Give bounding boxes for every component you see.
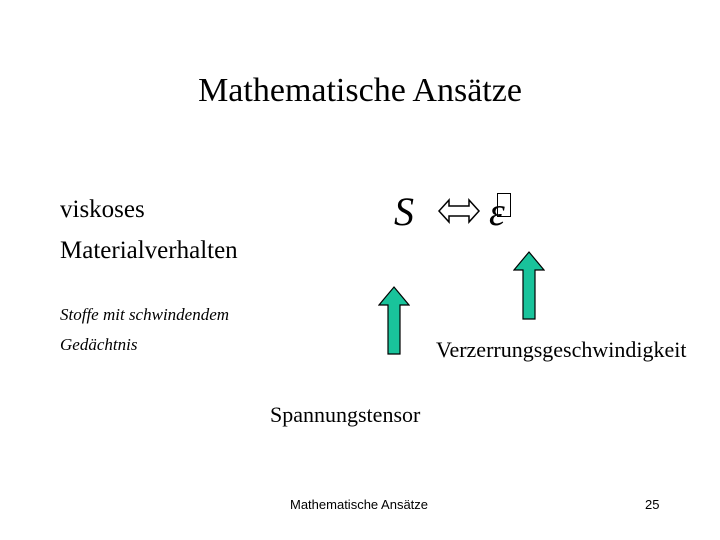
fading-memory-line1: Stoffe mit schwindendem bbox=[60, 305, 230, 324]
stress-tensor-label: Spannungstensor bbox=[270, 402, 421, 427]
formula-stress-symbol: S bbox=[394, 189, 414, 234]
fading-memory-line2: Gedächtnis bbox=[60, 335, 138, 354]
viscous-label-line1: viskoses bbox=[60, 196, 145, 223]
left-right-double-arrow-icon bbox=[437, 196, 481, 226]
strain-rate-label: Verzerrungsgeschwindigkeit bbox=[436, 337, 687, 362]
formula-strain-rate-symbol: ε bbox=[489, 189, 505, 234]
up-arrow-icon bbox=[513, 251, 545, 321]
viscous-label-line2: Materialverhalten bbox=[60, 237, 238, 264]
page-number: 25 bbox=[645, 497, 660, 512]
footer-title: Mathematische Ansätze bbox=[290, 497, 429, 512]
slide-title: Mathematische Ansätze bbox=[198, 72, 522, 109]
up-arrow-icon bbox=[378, 286, 410, 356]
missing-glyph-box-icon bbox=[497, 193, 511, 217]
